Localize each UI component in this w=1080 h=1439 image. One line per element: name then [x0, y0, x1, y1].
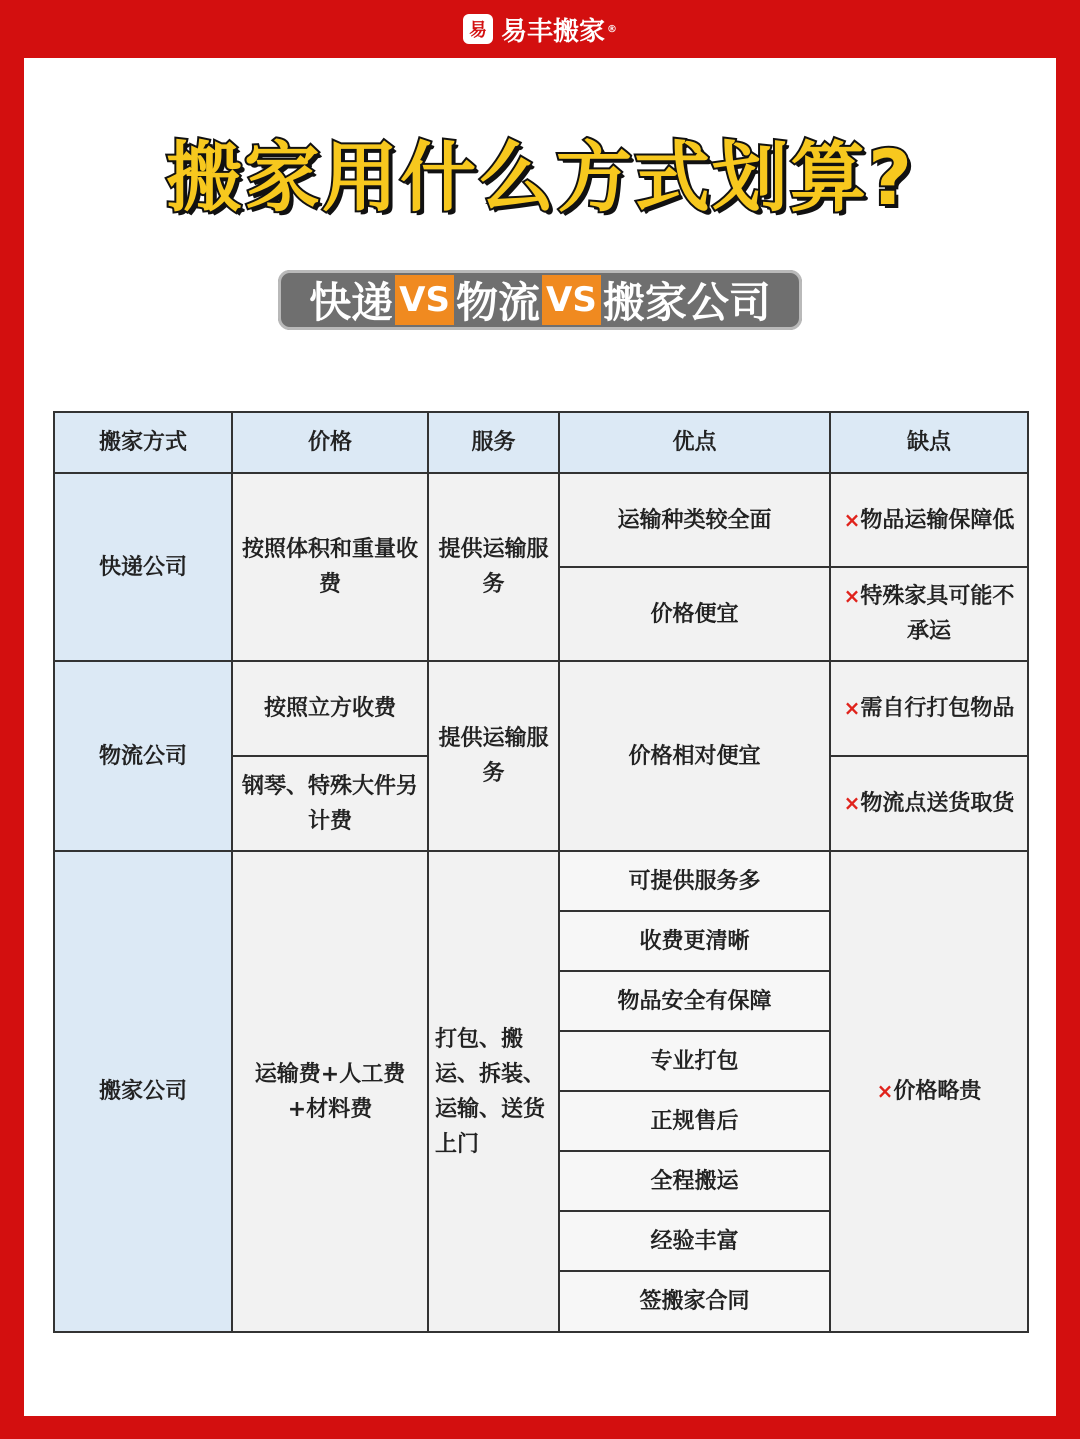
- service-logistics: 提供运输服务: [428, 661, 559, 851]
- con-item: [830, 567, 1028, 661]
- method-express: 快递公司: [54, 473, 232, 661]
- page-title: 搬家用什么方式划算?: [165, 133, 915, 222]
- con-text: 需自行打包物品: [860, 696, 1015, 721]
- pro-item: 价格便宜: [559, 567, 830, 661]
- header-service: 服务: [428, 412, 559, 473]
- header-cons: 缺点: [830, 412, 1028, 473]
- cross-icon: ×: [876, 1079, 894, 1103]
- vs-badge: VS: [395, 275, 454, 325]
- con-item: [830, 661, 1028, 756]
- pro-item: 全程搬运: [559, 1151, 830, 1211]
- pro-item: 专业打包: [559, 1031, 830, 1091]
- con-text: 物流点送货取货: [860, 791, 1015, 816]
- vs-badge: VS: [542, 275, 601, 325]
- subtitle-banner: [278, 270, 802, 330]
- table-header-row: [54, 412, 1028, 473]
- method-moving: 搬家公司: [54, 851, 232, 1332]
- price-logistics-1: 按照立方收费: [232, 661, 428, 756]
- service-moving: 打包、搬运、拆装、运输、送货上门: [428, 851, 559, 1332]
- brand-logo-icon: 易: [463, 14, 493, 44]
- con-text: 特殊家具可能不承运: [860, 584, 1015, 644]
- header-method: 搬家方式: [54, 412, 232, 473]
- con-text: 物品运输保障低: [860, 507, 1015, 533]
- table-row: [54, 473, 1028, 567]
- service-express: 提供运输服务: [428, 473, 559, 661]
- brand-bar: [0, 0, 1080, 58]
- pro-item: 收费更清晰: [559, 911, 830, 971]
- table-row: [54, 661, 1028, 756]
- method-logistics: 物流公司: [54, 661, 232, 851]
- price-logistics-2: 钢琴、特殊大件另计费: [232, 756, 428, 851]
- header-price: 价格: [232, 412, 428, 473]
- cross-icon: ×: [843, 791, 861, 815]
- pro-item: 价格相对便宜: [559, 661, 830, 851]
- con-item: [830, 473, 1028, 567]
- con-text: 价格略贵: [893, 1079, 982, 1104]
- price-express: 按照体积和重量收费: [232, 473, 428, 661]
- pro-item: 签搬家合同: [559, 1271, 830, 1332]
- pro-item: 正规售后: [559, 1091, 830, 1151]
- cross-icon: ×: [843, 584, 861, 608]
- con-item: [830, 851, 1028, 1332]
- cross-icon: ×: [843, 696, 861, 720]
- pro-item: 可提供服务多: [559, 851, 830, 911]
- pro-item: 经验丰富: [559, 1211, 830, 1271]
- comparison-table: [53, 411, 1029, 1333]
- header-pros: 优点: [559, 412, 830, 473]
- con-item: [830, 756, 1028, 851]
- brand-name: 易丰搬家: [500, 16, 605, 47]
- registered-mark: ®: [607, 23, 617, 35]
- subtitle-express: 快递: [309, 278, 394, 327]
- pro-item: 运输种类较全面: [559, 473, 830, 567]
- table-row: [54, 851, 1028, 911]
- price-moving: 运输费+人工费+材料费: [232, 851, 428, 1332]
- cross-icon: ×: [843, 507, 861, 532]
- subtitle-moving: 搬家公司: [602, 278, 771, 327]
- subtitle-logistics: 物流: [455, 278, 540, 327]
- pro-item: 物品安全有保障: [559, 971, 830, 1031]
